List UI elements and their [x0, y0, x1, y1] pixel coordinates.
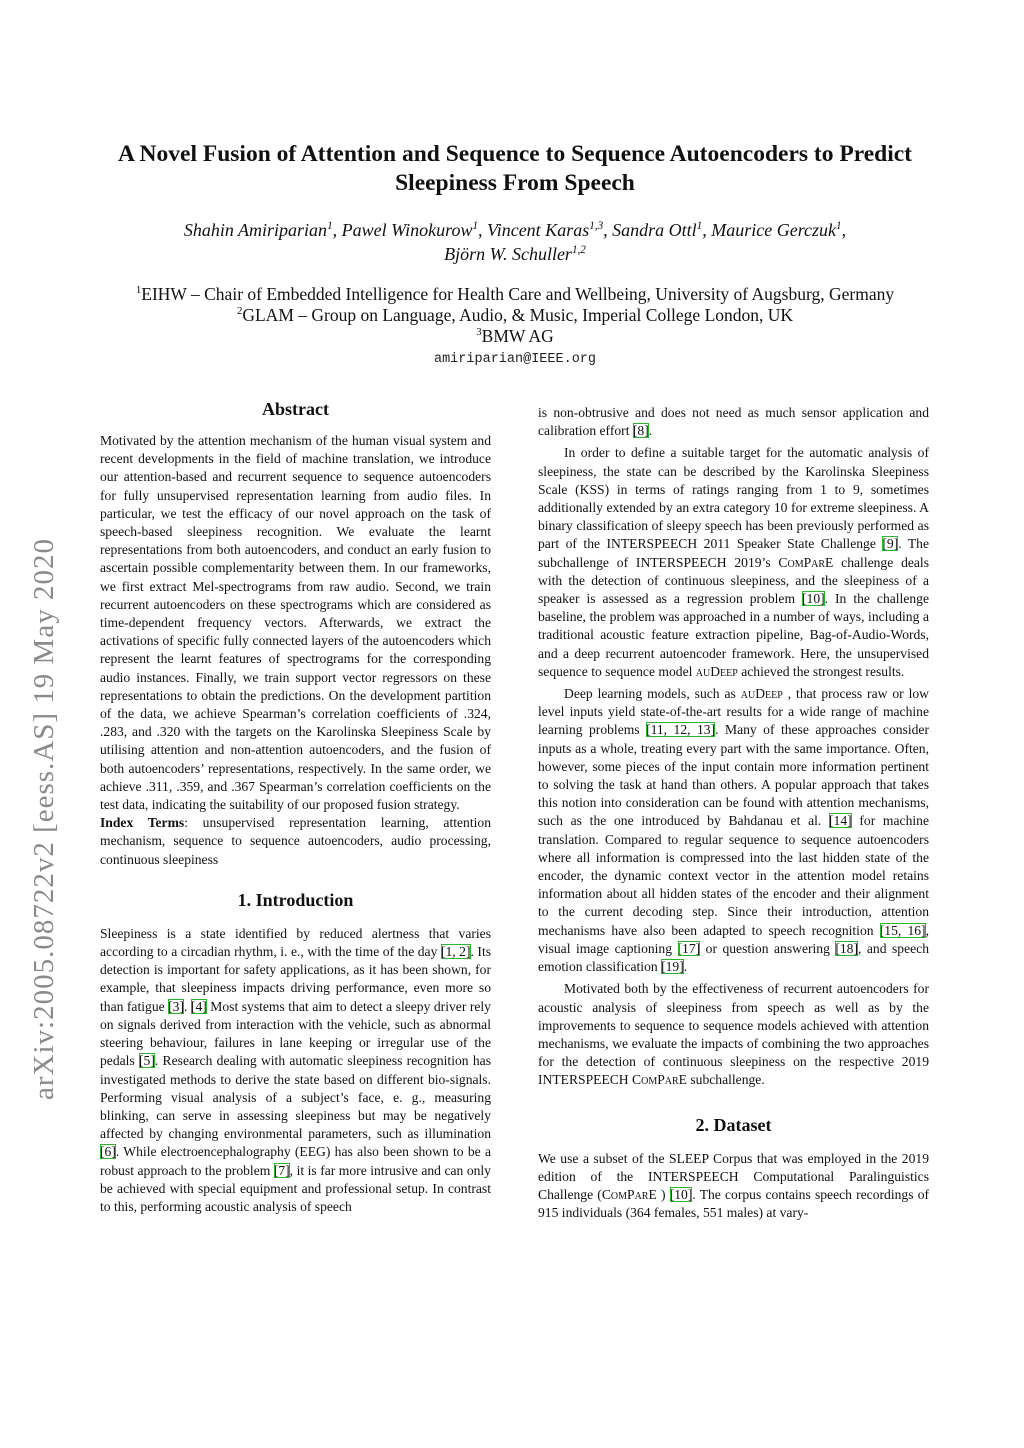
affiliation: EIHW – Chair of Embedded Intelligence for Health Care and Wellbeing, University of Augsburg, Germany	[141, 284, 895, 304]
left-column	[100, 398, 491, 1216]
affil-sup: 3	[476, 326, 482, 339]
author: Björn W. Schuller	[444, 244, 572, 264]
citation-link[interactable]: [9]	[882, 536, 899, 552]
small-caps-name: ComParE	[601, 1186, 657, 1202]
citation-link[interactable]: [10]	[669, 1186, 693, 1202]
index-terms	[100, 814, 491, 869]
citation-link[interactable]: [5]	[139, 1053, 155, 1069]
citation-link[interactable]: [3]	[168, 998, 185, 1014]
body-paragraph	[538, 685, 929, 976]
body-paragraph	[538, 444, 929, 681]
author-affil-sup: 1	[472, 220, 479, 232]
text-run: for machine translation. Compared to regular sequence to sequence autoencoders where all information is compressed into the last hidden state of the encoder, the dynamic context vector in the attention model retains information about all hidden states of the encoder and their alignment to the current decoding step. Since their introduction, attention mechanisms have also been adapted to speech recognition	[538, 813, 929, 938]
text-run: .	[648, 423, 653, 439]
author-affil-sup: 1	[836, 220, 842, 232]
citation-link[interactable]: [17]	[677, 940, 701, 956]
text-run: . The corpus contains speech recordings of 915 individuals (364 females, 551 males) at vary-	[538, 1186, 930, 1221]
citation-link[interactable]: [10]	[802, 591, 825, 607]
text-run: . While electroencephalography (EEG) has also been shown to be a robust approach to the problem	[100, 1144, 491, 1178]
intro-paragraph	[100, 925, 491, 1216]
text-run: Deep learning models, such as	[564, 686, 741, 702]
author-affil-sup: 1	[696, 220, 703, 232]
text-run: achieved the strongest results.	[737, 663, 905, 679]
text-run: .	[683, 959, 688, 975]
body-paragraph	[538, 1150, 929, 1223]
affiliation-line	[100, 305, 930, 326]
right-column	[538, 404, 929, 1222]
author-list: Shahin Amiriparian$^1$, Pawel Winokurow$^1$, Vincent Karas$^{1,3}$, Sandra Ottl$^1$, Maurice Gerczuk$^1$, Björn W. Schuller$^{1,2}$	[183, 220, 847, 264]
citation-link[interactable]: [14]	[829, 813, 852, 829]
citation-link[interactable]: [15, 16]	[879, 922, 926, 938]
text-run: Most systems that aim to detect a sleepy driver rely on signals derived from interaction with the vehicle, such as abnormal steering behaviour, failures in lane keeping or irregular use of the pedals	[100, 998, 491, 1069]
text-run: , visual image captioning	[538, 922, 929, 956]
affiliation-line	[100, 326, 930, 347]
small-caps-name: auDeep	[740, 686, 783, 702]
small-caps-name: ComParE	[632, 1072, 687, 1088]
affiliation-list	[100, 284, 930, 347]
affiliation: BMW AG	[481, 326, 554, 346]
author-affil-sup: 1,2	[571, 244, 586, 256]
citation-link[interactable]: [11, 12, 13]	[646, 722, 716, 738]
text-run: .	[184, 998, 191, 1014]
citation-link[interactable]: [18]	[835, 940, 859, 956]
text-run: . Many of these approaches consider inputs as a whole, treating every part with the same importance. Often, however, some pieces of the input contain more information pertinent to solving the task at hand than others. A popular approach that takes this notion into consideration can be found with attention mechanisms, such as the one introduced by Bahdanau et al.	[538, 722, 929, 829]
author-affil-sup: 1	[327, 220, 333, 232]
citation-link[interactable]: [19]	[661, 959, 684, 975]
author: Maurice Gerczuk	[711, 220, 837, 240]
section-heading-introduction: 1. Introduction	[237, 889, 354, 910]
text-run: subchallenge.	[686, 1072, 765, 1088]
text-run: )	[656, 1186, 670, 1202]
text-run: We use a subset of the SLEEP Corpus that was employed in the 2019 edition of the INTERSPEECH Computational Paralinguistics Challenge (	[538, 1150, 929, 1202]
affil-sup: 1	[135, 284, 142, 297]
body-paragraph	[538, 404, 929, 440]
text-run: is non-obtrusive and does not need as much sensor application and calibration effort	[538, 405, 929, 439]
affiliation-line	[100, 284, 930, 305]
citation-link[interactable]: [1, 2]	[440, 944, 471, 960]
text-run: . In the challenge baseline, the problem was approached in a number of ways, including a traditional acoustic feature extraction pipeline, Bag-of-Audio-Words, and a deep recurrent autoencoder framework. Here, the unsupervised sequence to sequence model	[538, 591, 929, 679]
author: Shahin Amiriparian	[183, 220, 328, 240]
text-run: , it is far more intrusive and can only be achieved with special equipment and professional setup. In contrast to this, performing acoustic analysis of speech	[100, 1162, 491, 1214]
affiliation: GLAM – Group on Language, Audio, & Music, Imperial College London, UK	[242, 305, 794, 325]
citation-link[interactable]: [4]	[190, 998, 207, 1014]
citation-link[interactable]: [8]	[632, 423, 649, 439]
citation-link[interactable]: [6]	[100, 1144, 116, 1160]
small-caps-name: ComParE	[778, 554, 834, 570]
author: Pawel Winokurow	[341, 220, 473, 240]
index-terms-label: Index Terms	[100, 815, 185, 831]
abstract-heading: Abstract	[262, 399, 329, 419]
text-run: , and speech emotion classification	[538, 940, 929, 975]
author-affil-sup: 1,3	[589, 220, 604, 232]
abstract-body: Motivated by the attention mechanism of the human visual system and recent developments in the field of machine translation, we introduce our attention-based and recurrent sequence to sequence autoencoders for fully unsupervised representation learning from audio files. In particular, we test the efficacy of our novel approach on the task of speech-based sleepiness recognition. We evaluate the learnt representations from both autoencoders, and conduct an early fusion to ascertain possible complementarity between them. In our frameworks, we first extract Mel-spectrograms from raw audio. Second, we train recurrent autoencoders on these spectrograms which are considered as time-dependent frequency vectors. Afterwards, we extract the activations of specific fully connected layers of the autoencoders which represent the learnt features of spectrograms for the corresponding audio instances. Finally, we train support vector regressors on these representations to obtain the predictions. On the development partition of the data, we achieve Spearman’s correlation coefficients of .324, .283, and .320 with the targets on the Karolinska Sleepiness Scale by utilising attention and non-attention autoencoders, and the fusion of both autoencoders’ representations, respectively. In the same order, we achieve .311, .359, and .367 Spearman’s correlation coefficients on the test data, indicating the suitability of our proposed fusion strategy.	[100, 433, 491, 813]
affil-sup: 2	[236, 305, 243, 318]
citation-link[interactable]: [7]	[273, 1162, 290, 1178]
text-run: In order to define a suitable target for the automatic analysis of sleepiness, the state can be described by the Karolinska Sleepiness Scale (KSS) in terms of ratings ranging from 1 to 9, sometimes additionally extended by an extra category 10 for extreme sleepiness. A binary classification of sleepy speech has been previously performed as part of the INTERSPEECH 2011 Speaker State Challenge	[538, 445, 929, 552]
text-run: . Its detection is important for safety applications, as it has been shown, for example, that sleepiness impacts driving performance, even more so than fatigue	[100, 944, 492, 1014]
section-heading-dataset: 2. Dataset	[695, 1114, 772, 1135]
text-run: , that process raw or low level inputs yield state-of-the-art results for a wide range of machine learning problems	[538, 686, 929, 738]
text-run: . The subchallenge of INTERSPEECH 2019’s	[538, 536, 930, 570]
text-run: challenge deals with the detection of continuous sleepiness, and the sleepiness of a speaker is assessed as a regression problem	[538, 554, 929, 607]
small-caps-name: auDeep	[695, 663, 738, 679]
body-paragraph	[538, 980, 929, 1089]
text-run: Motivated both by the effectiveness of recurrent autoencoders for acoustic analysis of sleepiness from speech as well as by the improvements to sequence to sequence models achieved with attention mechanisms, we evaluate the impacts of combining the two approaches for the detection of continuous sleepiness on the respective 2019 INTERSPEECH	[538, 981, 929, 1088]
arxiv-stamp[interactable]: arXiv:2005.08722v2 [eess.AS] 19 May 2020	[28, 538, 60, 1100]
author: Vincent Karas	[487, 220, 590, 240]
paper-title: A Novel Fusion of Attention and Sequence to Sequence Autoencoders to Predict Sleepiness From Speech	[118, 141, 912, 196]
text-run: Sleepiness is a state identified by reduced alertness that varies according to a circadian rhythm, i. e., with the time of the day	[100, 925, 491, 960]
text-run: or question answering	[700, 940, 836, 956]
index-terms-text: : unsupervised representation learning, attention mechanism, sequence to sequence autoencoders, audio processing, continuous sleepiness	[100, 815, 491, 867]
text-run: . Research dealing with automatic sleepiness recognition has investigated methods to derive the state based on different bio-signals. Performing visual analysis of a subject’s face, e. g., measuring blinking, can serve in assessing sleepiness but may be negatively affected by changing environmental parameters, such as illumination	[100, 1053, 491, 1142]
contact-email[interactable]: amiriparian@IEEE.org	[433, 352, 597, 367]
author: Sandra Ottl	[612, 220, 697, 240]
